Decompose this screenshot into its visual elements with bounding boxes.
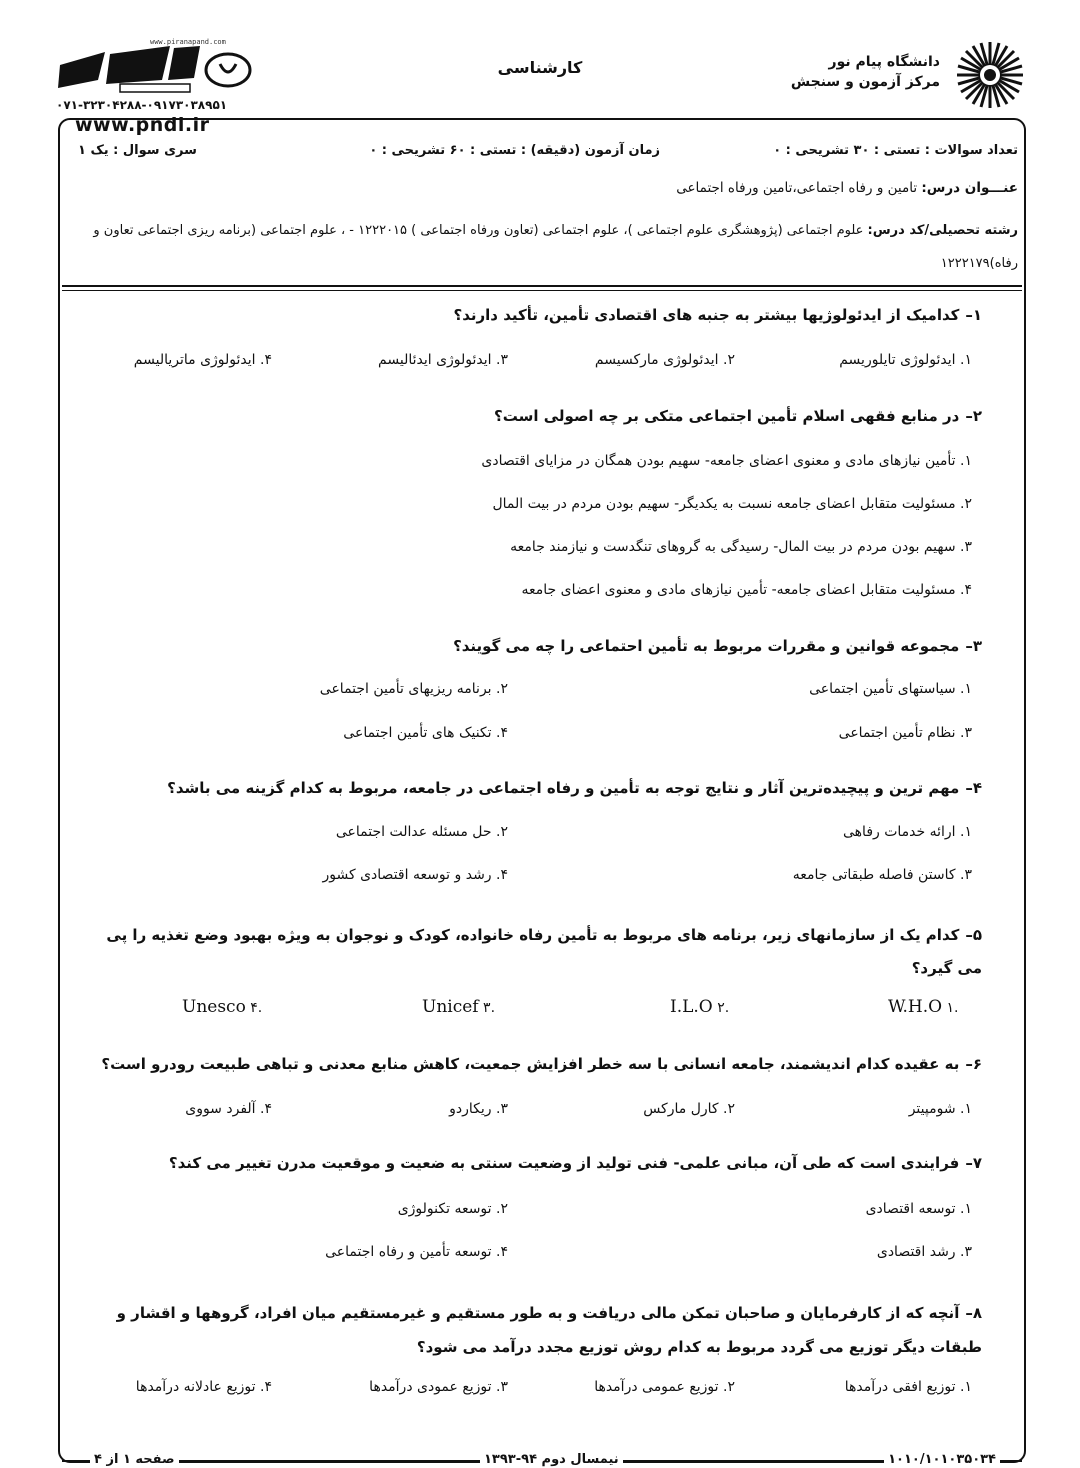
- field-and-code: [78, 214, 1018, 280]
- question-number: ۷–: [965, 1154, 982, 1172]
- question-number: ۱–: [965, 306, 982, 324]
- option-1[interactable]: ۱. توسعه اقتصادی: [865, 1201, 972, 1217]
- option-3[interactable]: ۳. کاستن فاصله طبقاتی جامعه: [792, 867, 972, 883]
- footer-semester: نیمسال دوم ۹۴-۱۳۹۳: [480, 1452, 623, 1467]
- question-number: ۵–: [965, 926, 982, 944]
- question-6: [101, 1055, 982, 1073]
- question-5: [92, 919, 982, 985]
- option-1[interactable]: ۱. ارائه خدمات رفاهی: [843, 824, 972, 840]
- option-2[interactable]: ۲. مسئولیت متقابل اعضای جامعه نسبت به یکدیگر- سهیم بودن مردم در بیت المال: [492, 496, 972, 512]
- option-3[interactable]: ۳. رشد اقتصادی: [876, 1244, 972, 1260]
- degree-label: کارشناسی: [497, 58, 583, 77]
- question-4: [167, 779, 982, 797]
- field-label: رشته تحصیلی/کد درس:: [867, 223, 1018, 238]
- option-1[interactable]: [888, 997, 959, 1017]
- university-name-block: [680, 52, 940, 92]
- option-number: ۴.: [250, 1000, 263, 1016]
- exam-time: زمان آزمون (دقیقه) : تستی : ۶۰ تشریحی : ۰: [369, 143, 660, 158]
- brand-phones: ۰۷۱-۳۲۳۰۴۲۸۸-۰۹۱۷۳۰۳۸۹۵۱: [56, 98, 228, 112]
- question-text: به عقیده کدام اندیشمند، جامعه انسانی با سه خطر افزایش جمعیت، کاهش منابع معدنی و تباهی طبیعت رودرو است؟: [101, 1055, 960, 1073]
- option-text: I.L.O: [670, 997, 713, 1017]
- option-text: Unicef: [422, 997, 479, 1017]
- question-number: ۲–: [965, 407, 982, 425]
- option-2[interactable]: ۲. برنامه ریزیهای تأمین اجتماعی: [319, 681, 508, 697]
- question-text: مجموعه قوانین و مقررات مربوط به تأمین احتماعی را چه می گویند؟: [453, 637, 960, 655]
- footer-page: صفحه ۱ از ۴: [90, 1452, 179, 1467]
- option-4[interactable]: ۴. توزیع عادلانه درآمدها: [135, 1379, 272, 1395]
- option-text: W.H.O: [888, 997, 943, 1017]
- university-name: دانشگاه پیام نور: [828, 54, 940, 70]
- divider: [62, 290, 1022, 291]
- course-title-label: عنـــوان درس:: [921, 180, 1018, 196]
- option-3[interactable]: ۳. نظام تأمین اجتماعی: [838, 725, 972, 741]
- option-4[interactable]: ۴. تکنیک های تأمین اجتماعی: [343, 725, 508, 741]
- field-value: علوم اجتماعی (پژوهشگری علوم اجتماعی )، علوم اجتماعی (تعاون ورفاه اجتماعی ) ۱۲۲۲۰۱۵ - ، علوم اجتماعی (برنامه ریزی اجتماعی تعاون و رفاه)۱۲۲۲۱۷۹: [93, 223, 1018, 271]
- option-2[interactable]: ۲. ایدئولوژی مارکسیسم: [594, 352, 735, 368]
- question-text: آنچه که از کارفرمایان و صاحبان تمکن مالی دریافت و به طور مستقیم و غیرمستقیم میان افراد، گروهها و اقشار و طبقات دیگر توزیع می گردد مربوط به کدام روش توزیع مجدد درآمد می شود؟: [116, 1304, 982, 1356]
- question-count: تعداد سوالات : تستی : ۳۰ تشریحی : ۰: [773, 143, 1018, 158]
- question-3: [453, 637, 982, 655]
- option-2[interactable]: ۲. توزیع عمومی درآمدها: [594, 1379, 735, 1395]
- question-text: مهم ترین و پیچیده‌ترین آثار و نتایج توجه به تأمین و رفاه اجتماعی در جامعه، مربوط به کدام گزینه می باشد؟: [167, 779, 960, 797]
- option-2[interactable]: ۲. توسعه تکنولوژی: [397, 1201, 508, 1217]
- option-4[interactable]: ۴. مسئولیت متقابل اعضای جامعه- تأمین نیازهای مادی و معنوی اعضای جامعه: [521, 582, 972, 598]
- option-2[interactable]: [670, 997, 729, 1017]
- question-2: [494, 407, 982, 425]
- option-number: ۲.: [717, 1000, 730, 1016]
- question-series: سری سوال : یک ۱: [78, 143, 197, 158]
- divider: [62, 285, 1022, 287]
- option-number: ۱.: [946, 1000, 959, 1016]
- option-3[interactable]: ۳. سهیم بودن مردم در بیت المال- رسیدگی به گروهای تنگدست و نیازمند جامعه: [510, 539, 972, 555]
- option-number: ۳.: [483, 1000, 496, 1016]
- brand-url-small: www.piranapand.com: [150, 38, 226, 46]
- course-title: [676, 180, 1018, 196]
- question-text: کدام یک از سازمانهای زیر، برنامه های مربوط به تأمین رفاه خانواده، کودک و نوجوان به ویژه بهبود وضع تغذیه را پی می گیرد؟: [106, 926, 982, 977]
- option-1[interactable]: ۱. سیاستهای تأمین اجتماعی: [809, 681, 972, 697]
- option-4[interactable]: ۴. آلفرد سووی: [185, 1101, 272, 1117]
- option-4[interactable]: ۴. رشد و توسعه اقتصادی کشور: [322, 867, 508, 883]
- question-1: [454, 306, 982, 324]
- question-text: در منابع فقهی اسلام تأمین اجتماعی متکی بر چه اصولی است؟: [494, 407, 960, 425]
- option-4[interactable]: ۴. توسعه تأمین و رفاه اجتماعی: [325, 1244, 508, 1260]
- brand-website: www.pndl.ir: [75, 114, 210, 136]
- option-text: Unesco: [182, 997, 246, 1017]
- question-8: [72, 1296, 982, 1364]
- option-1[interactable]: ۱. تأمین نیازهای مادی و معنوی اعضای جامعه- سهیم بودن همگان در مزایای اقتصادی: [481, 453, 972, 469]
- course-title-value: تامین و رفاه اجتماعی،تامین ورفاه اجتماعی: [676, 180, 922, 196]
- question-text: فرایندی است که طی آن، مبانی علمی- فنی تولید از وضعیت سنتی به ضعیت و موقعیت مدرن تغییر می کند؟: [168, 1154, 960, 1172]
- option-3[interactable]: ۳. توزیع عمودی درآمدها: [369, 1379, 508, 1395]
- option-2[interactable]: ۲. کارل مارکس: [643, 1101, 735, 1117]
- option-3[interactable]: ۳. ایدئولوژی ایدئالیسم: [378, 352, 508, 368]
- option-1[interactable]: ۱. ایدئولوژی تایلوریسم: [839, 352, 972, 368]
- question-number: ۸–: [965, 1304, 982, 1322]
- question-7: [169, 1154, 982, 1172]
- option-3[interactable]: [422, 997, 495, 1017]
- option-1[interactable]: ۱. توزیع افقی درآمدها: [844, 1379, 972, 1395]
- footer-code: ۱۰۱۰/۱۰۱۰۳۵۰۳۴: [884, 1452, 1000, 1467]
- option-4[interactable]: ۴. ایدئولوژی ماتریالیسم: [133, 352, 272, 368]
- option-4[interactable]: [182, 997, 262, 1017]
- question-number: ۴–: [965, 779, 982, 797]
- exam-center-name: مرکز آزمون و سنجش: [790, 74, 940, 90]
- question-text: کدامیک از ایدئولوژیها بیشتر به جنبه های اقتصادی تأمین، تأکید دارند؟: [453, 306, 960, 324]
- option-1[interactable]: ۱. شومپیتر: [908, 1101, 972, 1117]
- option-3[interactable]: ۳. ریکاردو: [449, 1101, 508, 1117]
- question-number: ۶–: [965, 1055, 982, 1073]
- option-2[interactable]: ۲. حل مسئله عدالت اجتماعی: [335, 824, 508, 840]
- question-number: ۳–: [965, 637, 982, 655]
- university-logo: [955, 40, 1025, 110]
